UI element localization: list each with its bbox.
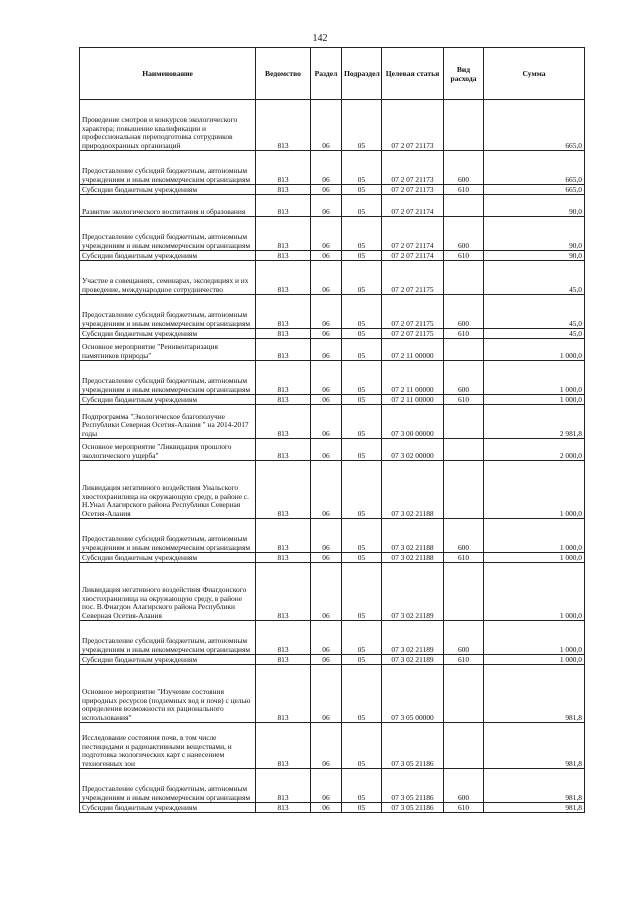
row-amount: 1 000,0 — [484, 361, 585, 395]
row-amount: 1 000,0 — [484, 339, 585, 361]
row-subsection: 05 — [342, 563, 382, 621]
row-amount: 90,0 — [484, 251, 585, 261]
row-ministry: 813 — [256, 329, 311, 339]
row-ministry: 813 — [256, 665, 311, 723]
row-subsection: 05 — [342, 655, 382, 665]
row-target: 07 2 07 21175 — [382, 329, 444, 339]
row-name: Субсидии бюджетным учреждениям — [80, 655, 256, 665]
row-ministry: 813 — [256, 553, 311, 563]
table-body — [80, 100, 585, 813]
row-expense — [444, 723, 484, 769]
row-subsection: 05 — [342, 461, 382, 519]
row-subsection: 05 — [342, 769, 382, 803]
row-section: 06 — [311, 339, 342, 361]
row-expense: 610 — [444, 395, 484, 405]
row-ministry: 813 — [256, 439, 311, 461]
table-row — [80, 251, 585, 261]
table-row — [80, 461, 585, 519]
header-subsection: Подраздел — [342, 48, 382, 100]
header-ministry: Ведомство — [256, 48, 311, 100]
row-ministry: 813 — [256, 621, 311, 655]
row-expense — [444, 563, 484, 621]
row-subsection: 05 — [342, 195, 382, 217]
row-subsection: 05 — [342, 151, 382, 185]
row-expense — [444, 339, 484, 361]
row-subsection: 05 — [342, 621, 382, 655]
row-name: Предоставление субсидий бюджетным, автономным учреждениям и иным некоммерческим организациям — [80, 769, 256, 803]
row-target: 07 2 11 00000 — [382, 361, 444, 395]
row-ministry: 813 — [256, 295, 311, 329]
row-amount: 1 000,0 — [484, 395, 585, 405]
row-amount: 665,0 — [484, 151, 585, 185]
row-subsection: 05 — [342, 261, 382, 295]
row-expense: 600 — [444, 361, 484, 395]
row-expense — [444, 100, 484, 151]
row-expense: 600 — [444, 519, 484, 553]
row-expense: 600 — [444, 769, 484, 803]
row-name: Субсидии бюджетным учреждениям — [80, 803, 256, 813]
row-amount: 2 000,0 — [484, 439, 585, 461]
table-row — [80, 563, 585, 621]
row-amount: 45,0 — [484, 329, 585, 339]
row-amount: 981,8 — [484, 769, 585, 803]
row-expense: 600 — [444, 151, 484, 185]
row-ministry: 813 — [256, 655, 311, 665]
row-amount: 90,0 — [484, 195, 585, 217]
row-name: Субсидии бюджетным учреждениям — [80, 185, 256, 195]
row-ministry: 813 — [256, 217, 311, 251]
row-ministry: 813 — [256, 563, 311, 621]
row-section: 06 — [311, 655, 342, 665]
row-section: 06 — [311, 185, 342, 195]
row-section: 06 — [311, 461, 342, 519]
row-amount: 2 981,8 — [484, 405, 585, 439]
row-expense: 600 — [444, 295, 484, 329]
row-amount: 981,8 — [484, 665, 585, 723]
row-section: 06 — [311, 621, 342, 655]
row-subsection: 05 — [342, 553, 382, 563]
row-subsection: 05 — [342, 665, 382, 723]
row-target: 07 2 07 21173 — [382, 100, 444, 151]
table-row — [80, 395, 585, 405]
budget-table — [79, 47, 585, 813]
table-row — [80, 553, 585, 563]
row-section: 06 — [311, 251, 342, 261]
row-target: 07 2 11 00000 — [382, 339, 444, 361]
table-row — [80, 803, 585, 813]
page-number: 142 — [312, 33, 328, 44]
row-target: 07 3 05 21186 — [382, 723, 444, 769]
row-name: Субсидии бюджетным учреждениям — [80, 329, 256, 339]
row-ministry: 813 — [256, 395, 311, 405]
table-row — [80, 665, 585, 723]
table-row — [80, 339, 585, 361]
row-subsection: 05 — [342, 519, 382, 553]
row-target: 07 3 02 21188 — [382, 519, 444, 553]
row-section: 06 — [311, 769, 342, 803]
header-target: Целевая статья — [382, 48, 444, 100]
row-subsection: 05 — [342, 251, 382, 261]
table-row — [80, 655, 585, 665]
row-target: 07 3 02 21188 — [382, 553, 444, 563]
table-row — [80, 261, 585, 295]
row-subsection: 05 — [342, 439, 382, 461]
row-amount: 665,0 — [484, 185, 585, 195]
row-name: Основное мероприятие "Реинвентаризация памятников природы" — [80, 339, 256, 361]
row-expense: 600 — [444, 621, 484, 655]
row-target: 07 2 07 21174 — [382, 217, 444, 251]
row-name: Участие в совещаниях, семинарах, экспедициях и их проведение, международное сотрудничество — [80, 261, 256, 295]
row-target: 07 3 02 21189 — [382, 655, 444, 665]
row-target: 07 2 07 21173 — [382, 151, 444, 185]
table-row — [80, 295, 585, 329]
row-section: 06 — [311, 519, 342, 553]
row-section: 06 — [311, 395, 342, 405]
row-subsection: 05 — [342, 405, 382, 439]
row-expense — [444, 439, 484, 461]
table-row — [80, 769, 585, 803]
row-name: Развитие экологического воспитания и образования — [80, 195, 256, 217]
row-target: 07 3 05 21186 — [382, 769, 444, 803]
row-expense: 610 — [444, 251, 484, 261]
row-name: Субсидии бюджетным учреждениям — [80, 553, 256, 563]
row-section: 06 — [311, 405, 342, 439]
row-amount: 1 000,0 — [484, 519, 585, 553]
table-row — [80, 151, 585, 185]
row-subsection: 05 — [342, 803, 382, 813]
row-expense — [444, 665, 484, 723]
row-amount: 1 000,0 — [484, 553, 585, 563]
row-expense: 610 — [444, 185, 484, 195]
row-name: Предоставление субсидий бюджетным, автономным учреждениям и иным некоммерческим организациям — [80, 217, 256, 251]
row-target: 07 2 07 21174 — [382, 251, 444, 261]
header-name: Наименование — [80, 48, 256, 100]
row-section: 06 — [311, 100, 342, 151]
row-section: 06 — [311, 295, 342, 329]
row-target: 07 3 05 21186 — [382, 803, 444, 813]
row-name: Основное мероприятие "Ликвидация прошлого экологического ущерба" — [80, 439, 256, 461]
table-row — [80, 329, 585, 339]
row-target: 07 3 02 21189 — [382, 563, 444, 621]
row-amount: 1 000,0 — [484, 563, 585, 621]
row-ministry: 813 — [256, 803, 311, 813]
row-target: 07 2 07 21174 — [382, 195, 444, 217]
header-expense: Вид расхода — [444, 48, 484, 100]
row-ministry: 813 — [256, 261, 311, 295]
row-name: Предоставление субсидий бюджетным, автономным учреждениям и иным некоммерческим организациям — [80, 621, 256, 655]
row-subsection: 05 — [342, 395, 382, 405]
row-name: Субсидии бюджетным учреждениям — [80, 395, 256, 405]
row-amount: 665,0 — [484, 100, 585, 151]
row-expense — [444, 405, 484, 439]
row-amount: 981,8 — [484, 803, 585, 813]
row-target: 07 2 11 00000 — [382, 395, 444, 405]
row-ministry: 813 — [256, 151, 311, 185]
header-amount: Сумма — [484, 48, 585, 100]
row-expense: 610 — [444, 329, 484, 339]
table-row — [80, 439, 585, 461]
row-name: Предоставление субсидий бюджетным, автономным учреждениям и иным некоммерческим организациям — [80, 519, 256, 553]
row-subsection: 05 — [342, 339, 382, 361]
row-amount: 981,8 — [484, 723, 585, 769]
row-expense: 610 — [444, 553, 484, 563]
row-ministry: 813 — [256, 723, 311, 769]
row-ministry: 813 — [256, 361, 311, 395]
row-target: 07 3 02 00000 — [382, 439, 444, 461]
row-section: 06 — [311, 329, 342, 339]
row-section: 06 — [311, 195, 342, 217]
row-section: 06 — [311, 723, 342, 769]
row-target: 07 3 02 21189 — [382, 621, 444, 655]
row-target: 07 2 07 21175 — [382, 261, 444, 295]
row-name: Предоставление субсидий бюджетным, автономным учреждениям и иным некоммерческим организациям — [80, 151, 256, 185]
row-ministry: 813 — [256, 519, 311, 553]
row-section: 06 — [311, 665, 342, 723]
row-subsection: 05 — [342, 295, 382, 329]
row-ministry: 813 — [256, 339, 311, 361]
row-expense: 600 — [444, 217, 484, 251]
row-expense — [444, 461, 484, 519]
row-name: Предоставление субсидий бюджетным, автономным учреждениям и иным некоммерческим организациям — [80, 361, 256, 395]
row-name: Ликвидация негативного воздействия Унальского хвостохранилища на окружающую среду, в районе с. Н.Унал Алагирского района Республики Северная Осетия-Алания — [80, 461, 256, 519]
row-ministry: 813 — [256, 461, 311, 519]
row-subsection: 05 — [342, 329, 382, 339]
table-row — [80, 361, 585, 395]
row-ministry: 813 — [256, 195, 311, 217]
row-amount: 1 000,0 — [484, 461, 585, 519]
table-row — [80, 723, 585, 769]
row-amount: 45,0 — [484, 295, 585, 329]
row-expense — [444, 261, 484, 295]
row-subsection: 05 — [342, 100, 382, 151]
row-name: Субсидии бюджетным учреждениям — [80, 251, 256, 261]
row-name: Ликвидация негативного воздействия Фиагдонского хвостохранилища на окружающую среду, в районе пос. В.Фиагдон Алагирского района Республики Северная Осетия-Алания — [80, 563, 256, 621]
row-section: 06 — [311, 563, 342, 621]
row-subsection: 05 — [342, 217, 382, 251]
table-header-row — [80, 48, 585, 100]
row-target: 07 3 02 21188 — [382, 461, 444, 519]
table-row — [80, 185, 585, 195]
table-row — [80, 405, 585, 439]
row-ministry: 813 — [256, 100, 311, 151]
row-name: Предоставление субсидий бюджетным, автономным учреждениям и иным некоммерческим организациям — [80, 295, 256, 329]
row-target: 07 2 07 21175 — [382, 295, 444, 329]
row-target: 07 3 00 00000 — [382, 405, 444, 439]
table-row — [80, 100, 585, 151]
table-row — [80, 621, 585, 655]
row-section: 06 — [311, 261, 342, 295]
header-section: Раздел — [311, 48, 342, 100]
row-section: 06 — [311, 361, 342, 395]
row-section: 06 — [311, 803, 342, 813]
row-subsection: 05 — [342, 185, 382, 195]
row-name: Основное мероприятие "Изучение состояния природных ресурсов (подземных вод и почв) с целью определения возможности их рационального использования" — [80, 665, 256, 723]
row-target: 07 2 07 21173 — [382, 185, 444, 195]
table-row — [80, 195, 585, 217]
row-section: 06 — [311, 553, 342, 563]
row-subsection: 05 — [342, 723, 382, 769]
row-ministry: 813 — [256, 405, 311, 439]
row-name: Проведение смотров и конкурсов экологического характера; повышение квалификации и профессиональная переподготовка сотрудников природоохранных организаций — [80, 100, 256, 151]
table-row — [80, 217, 585, 251]
row-amount: 45,0 — [484, 261, 585, 295]
row-amount: 90,0 — [484, 217, 585, 251]
table-row — [80, 519, 585, 553]
row-ministry: 813 — [256, 769, 311, 803]
row-section: 06 — [311, 439, 342, 461]
row-name: Подпрограмма "Экологическое благополучие Республики Северная Осетия-Алания " на 2014-2017 годы — [80, 405, 256, 439]
row-amount: 1 000,0 — [484, 655, 585, 665]
row-expense: 610 — [444, 803, 484, 813]
row-section: 06 — [311, 151, 342, 185]
row-target: 07 3 05 00000 — [382, 665, 444, 723]
row-expense — [444, 195, 484, 217]
row-ministry: 813 — [256, 185, 311, 195]
row-expense: 610 — [444, 655, 484, 665]
row-name: Исследование состояния почв, в том числе пестицидами и радиоактивными веществами, и подготовка экологических карт с нанесением техногенных зон — [80, 723, 256, 769]
row-ministry: 813 — [256, 251, 311, 261]
row-amount: 1 000,0 — [484, 621, 585, 655]
row-section: 06 — [311, 217, 342, 251]
row-subsection: 05 — [342, 361, 382, 395]
